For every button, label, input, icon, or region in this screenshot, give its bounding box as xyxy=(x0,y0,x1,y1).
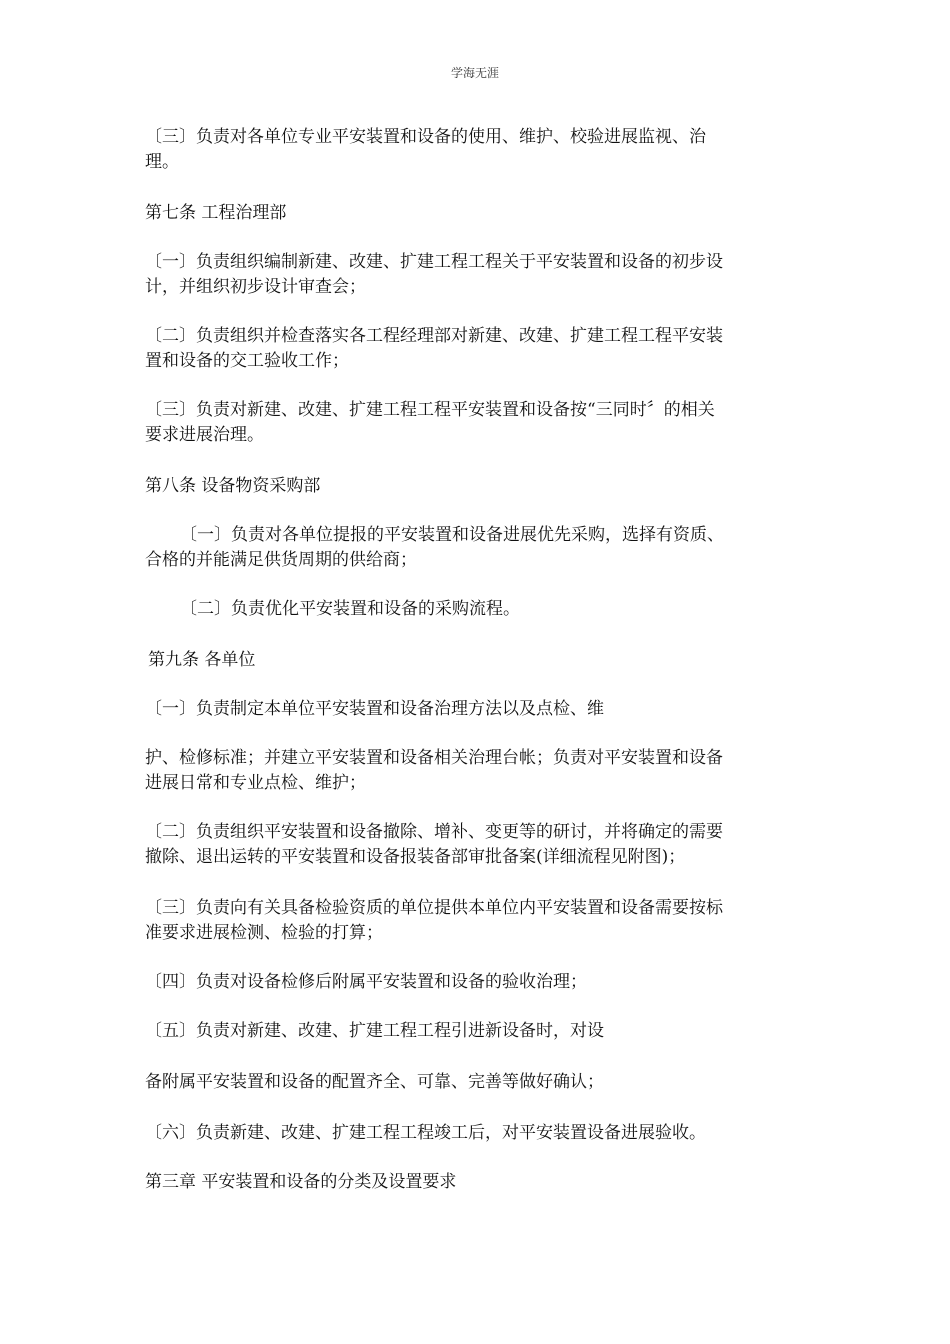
paragraph-line: 〔六〕负责新建、改建、扩建工程工程竣工后，对平安装置设备进展验收。 xyxy=(145,1123,706,1143)
paragraph-line: 〔二〕负责组织平安装置和设备撤除、增补、变更等的研讨，并将确定的需要 xyxy=(145,822,723,842)
paragraph-line: 〔四〕负责对设备检修后附属平安装置和设备的验收治理； xyxy=(145,972,587,992)
paragraph-line: 护、检修标准；并建立平安装置和设备相关治理台帐；负责对平安装置和设备 xyxy=(145,748,723,768)
paragraph-line: 进展日常和专业点检、维护； xyxy=(145,773,366,793)
paragraph-line: 〔一〕负责组织编制新建、改建、扩建工程工程关于平安装置和设备的初步设 xyxy=(145,252,723,272)
paragraph-line: 备附属平安装置和设备的配置齐全、可靠、完善等做好确认； xyxy=(145,1072,604,1092)
article-heading: 第八条 设备物资采购部 xyxy=(145,476,321,496)
paragraph-line: 〔三〕负责向有关具备检验资质的单位提供本单位内平安装置和设备需要按标 xyxy=(145,898,723,918)
paragraph-line: 〔二〕负责优化平安装置和设备的采购流程。 xyxy=(180,599,520,619)
paragraph-line: 置和设备的交工验收工作； xyxy=(145,351,349,371)
paragraph-line: 计，并组织初步设计审查会； xyxy=(145,277,366,297)
chapter-heading: 第三章 平安装置和设备的分类及设置要求 xyxy=(145,1172,457,1192)
paragraph-line: 〔五〕负责对新建、改建、扩建工程工程引进新设备时，对设 xyxy=(145,1021,604,1041)
paragraph-line: 理。 xyxy=(145,152,179,172)
paragraph-line: 〔一〕负责对各单位提报的平安装置和设备进展优先采购，选择有资质、 xyxy=(180,525,724,545)
paragraph-line: 准要求进展检测、检验的打算； xyxy=(145,923,383,943)
paragraph-line: 〔二〕负责组织并检查落实各工程经理部对新建、改建、扩建工程工程平安装 xyxy=(145,326,723,346)
paragraph-line: 要求进展治理。 xyxy=(145,425,264,445)
paragraph-line: 撤除、退出运转的平安装置和设备报装备部审批备案(详细流程见附图)； xyxy=(145,847,686,867)
paragraph-line: 〔一〕负责制定本单位平安装置和设备治理方法以及点检、维 xyxy=(145,699,604,719)
page-header: 学海无涯 xyxy=(450,66,499,80)
paragraph-line: 〔三〕负责对新建、改建、扩建工程工程平安装置和设备按“三同时〞的相关 xyxy=(145,400,715,420)
paragraph-line: 〔三〕负责对各单位专业平安装置和设备的使用、维护、校验进展监视、治 xyxy=(145,127,706,147)
article-heading: 第七条 工程治理部 xyxy=(145,203,287,223)
article-heading: 第九条 各单位 xyxy=(148,650,256,670)
paragraph-line: 合格的并能满足供货周期的供给商； xyxy=(145,550,417,570)
